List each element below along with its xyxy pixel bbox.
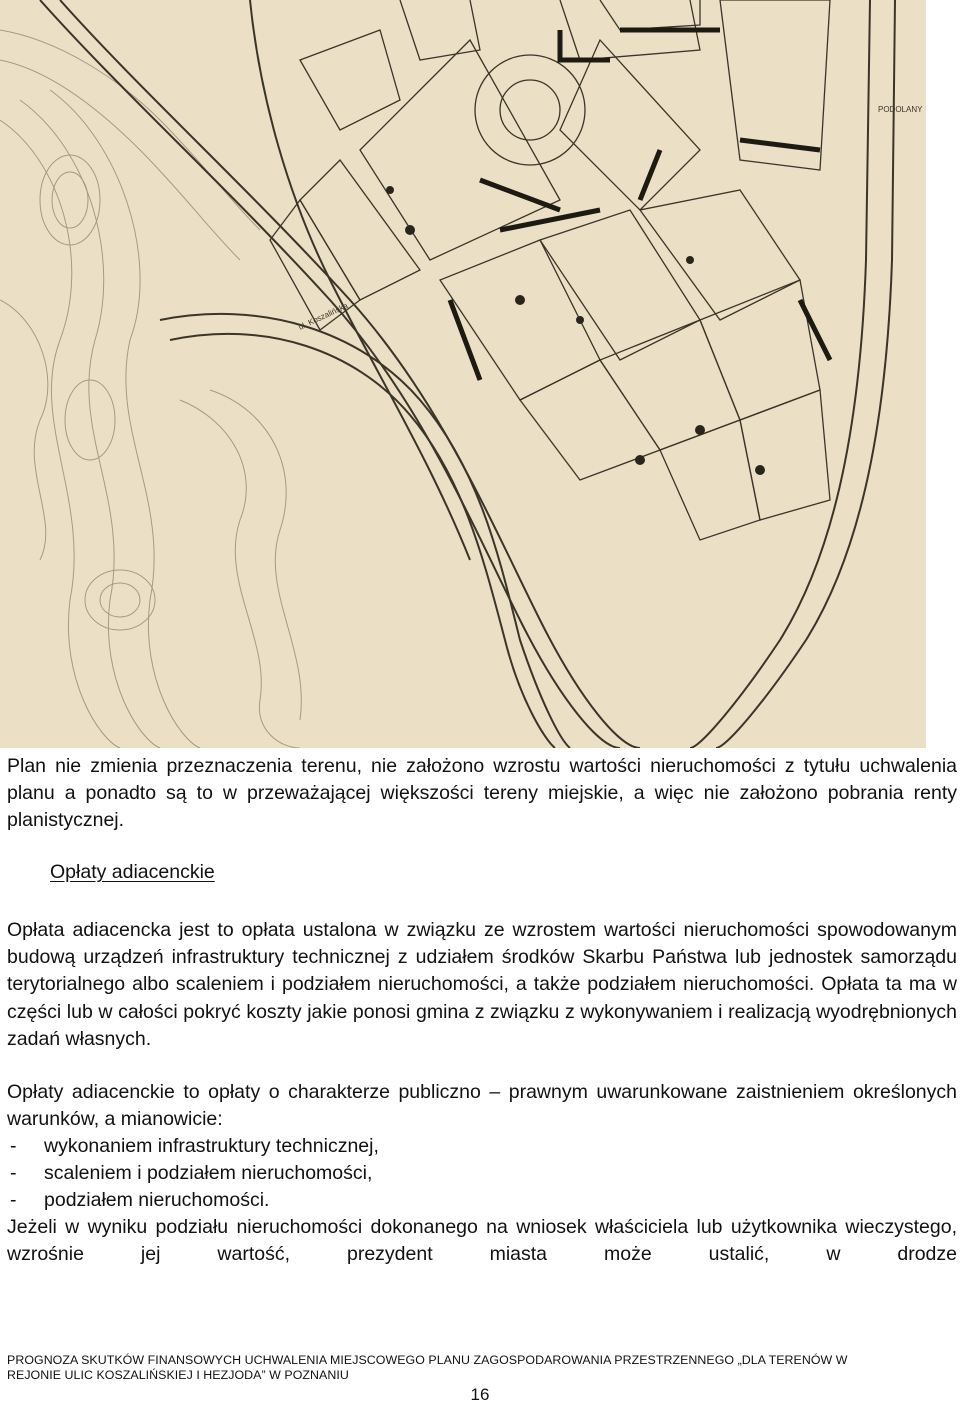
page-number: 16 — [470, 1385, 490, 1404]
paragraph-renta: Plan nie zmienia przeznaczenia terenu, nie założono wzrostu wartości nieruchomości z tytułu uchwalenia planu a ponadto są to w przeważającej większości tereny miejskie, a więc nie założono pobrania renty planistycznej. — [7, 755, 957, 832]
list-marker: - — [10, 1162, 17, 1185]
paragraph-podzial: Jeżeli w wyniku podziału nieruchomości dokonanego na wniosek właściciela lub użytkownika wieczystego, wzrośnie jej wartość, prezydent miasta może ustalić, w drodze — [7, 1216, 957, 1266]
conditions-list — [7, 1133, 379, 1215]
paragraph-definition: Opłata adiacencka jest to opłata ustalona w związku ze wzrostem wartości nieruchomości spowodowanym budową urządzeń infrastruktury technicznej z udziałem środków Skarbu Państwa lub jednostek samorządu terytorialnego albo scaleniem i podziałem nieruchomości, a także podziałem nieruchomości. Opłata ta ma w części lub w całości pokryć koszty jakie ponosi gmina z związku z wykonywaniem i realizacją wyodrębnionych zadań własnych. — [7, 919, 957, 1050]
paragraph-conditions: Opłaty adiacenckie to opłaty o charakterze publiczno – prawnym uwarunkowane zaistnieniem określonych warunków, a mianowicie: — [7, 1081, 957, 1131]
list-item-text: wykonaniem infrastruktury technicznej, — [44, 1135, 379, 1157]
section-heading: Opłaty adiacenckie — [50, 861, 215, 883]
footer-line-1: PROGNOZA SKUTKÓW FINANSOWYCH UCHWALENIA MIEJSCOWEGO PLANU ZAGOSPODAROWANIA PRZESTRZENNEGO „DLA TERENÓW W — [7, 1353, 848, 1367]
list-marker: - — [10, 1135, 17, 1157]
page-footer — [7, 1353, 957, 1383]
district-label: PODOLANY — [878, 105, 923, 114]
list-item — [7, 1160, 379, 1187]
list-marker: - — [10, 1189, 17, 1212]
list-item-text: podziałem nieruchomości. — [44, 1189, 270, 1212]
list-item — [7, 1133, 379, 1160]
list-item-text: scaleniem i podziałem nieruchomości, — [44, 1162, 373, 1185]
street-label: ul. Koszalińska — [297, 301, 350, 332]
footer-line-2: REJONIE ULIC KOSZALIŃSKIEJ I HEZJODA” W POZNANIU — [7, 1368, 349, 1382]
list-item — [7, 1187, 379, 1214]
